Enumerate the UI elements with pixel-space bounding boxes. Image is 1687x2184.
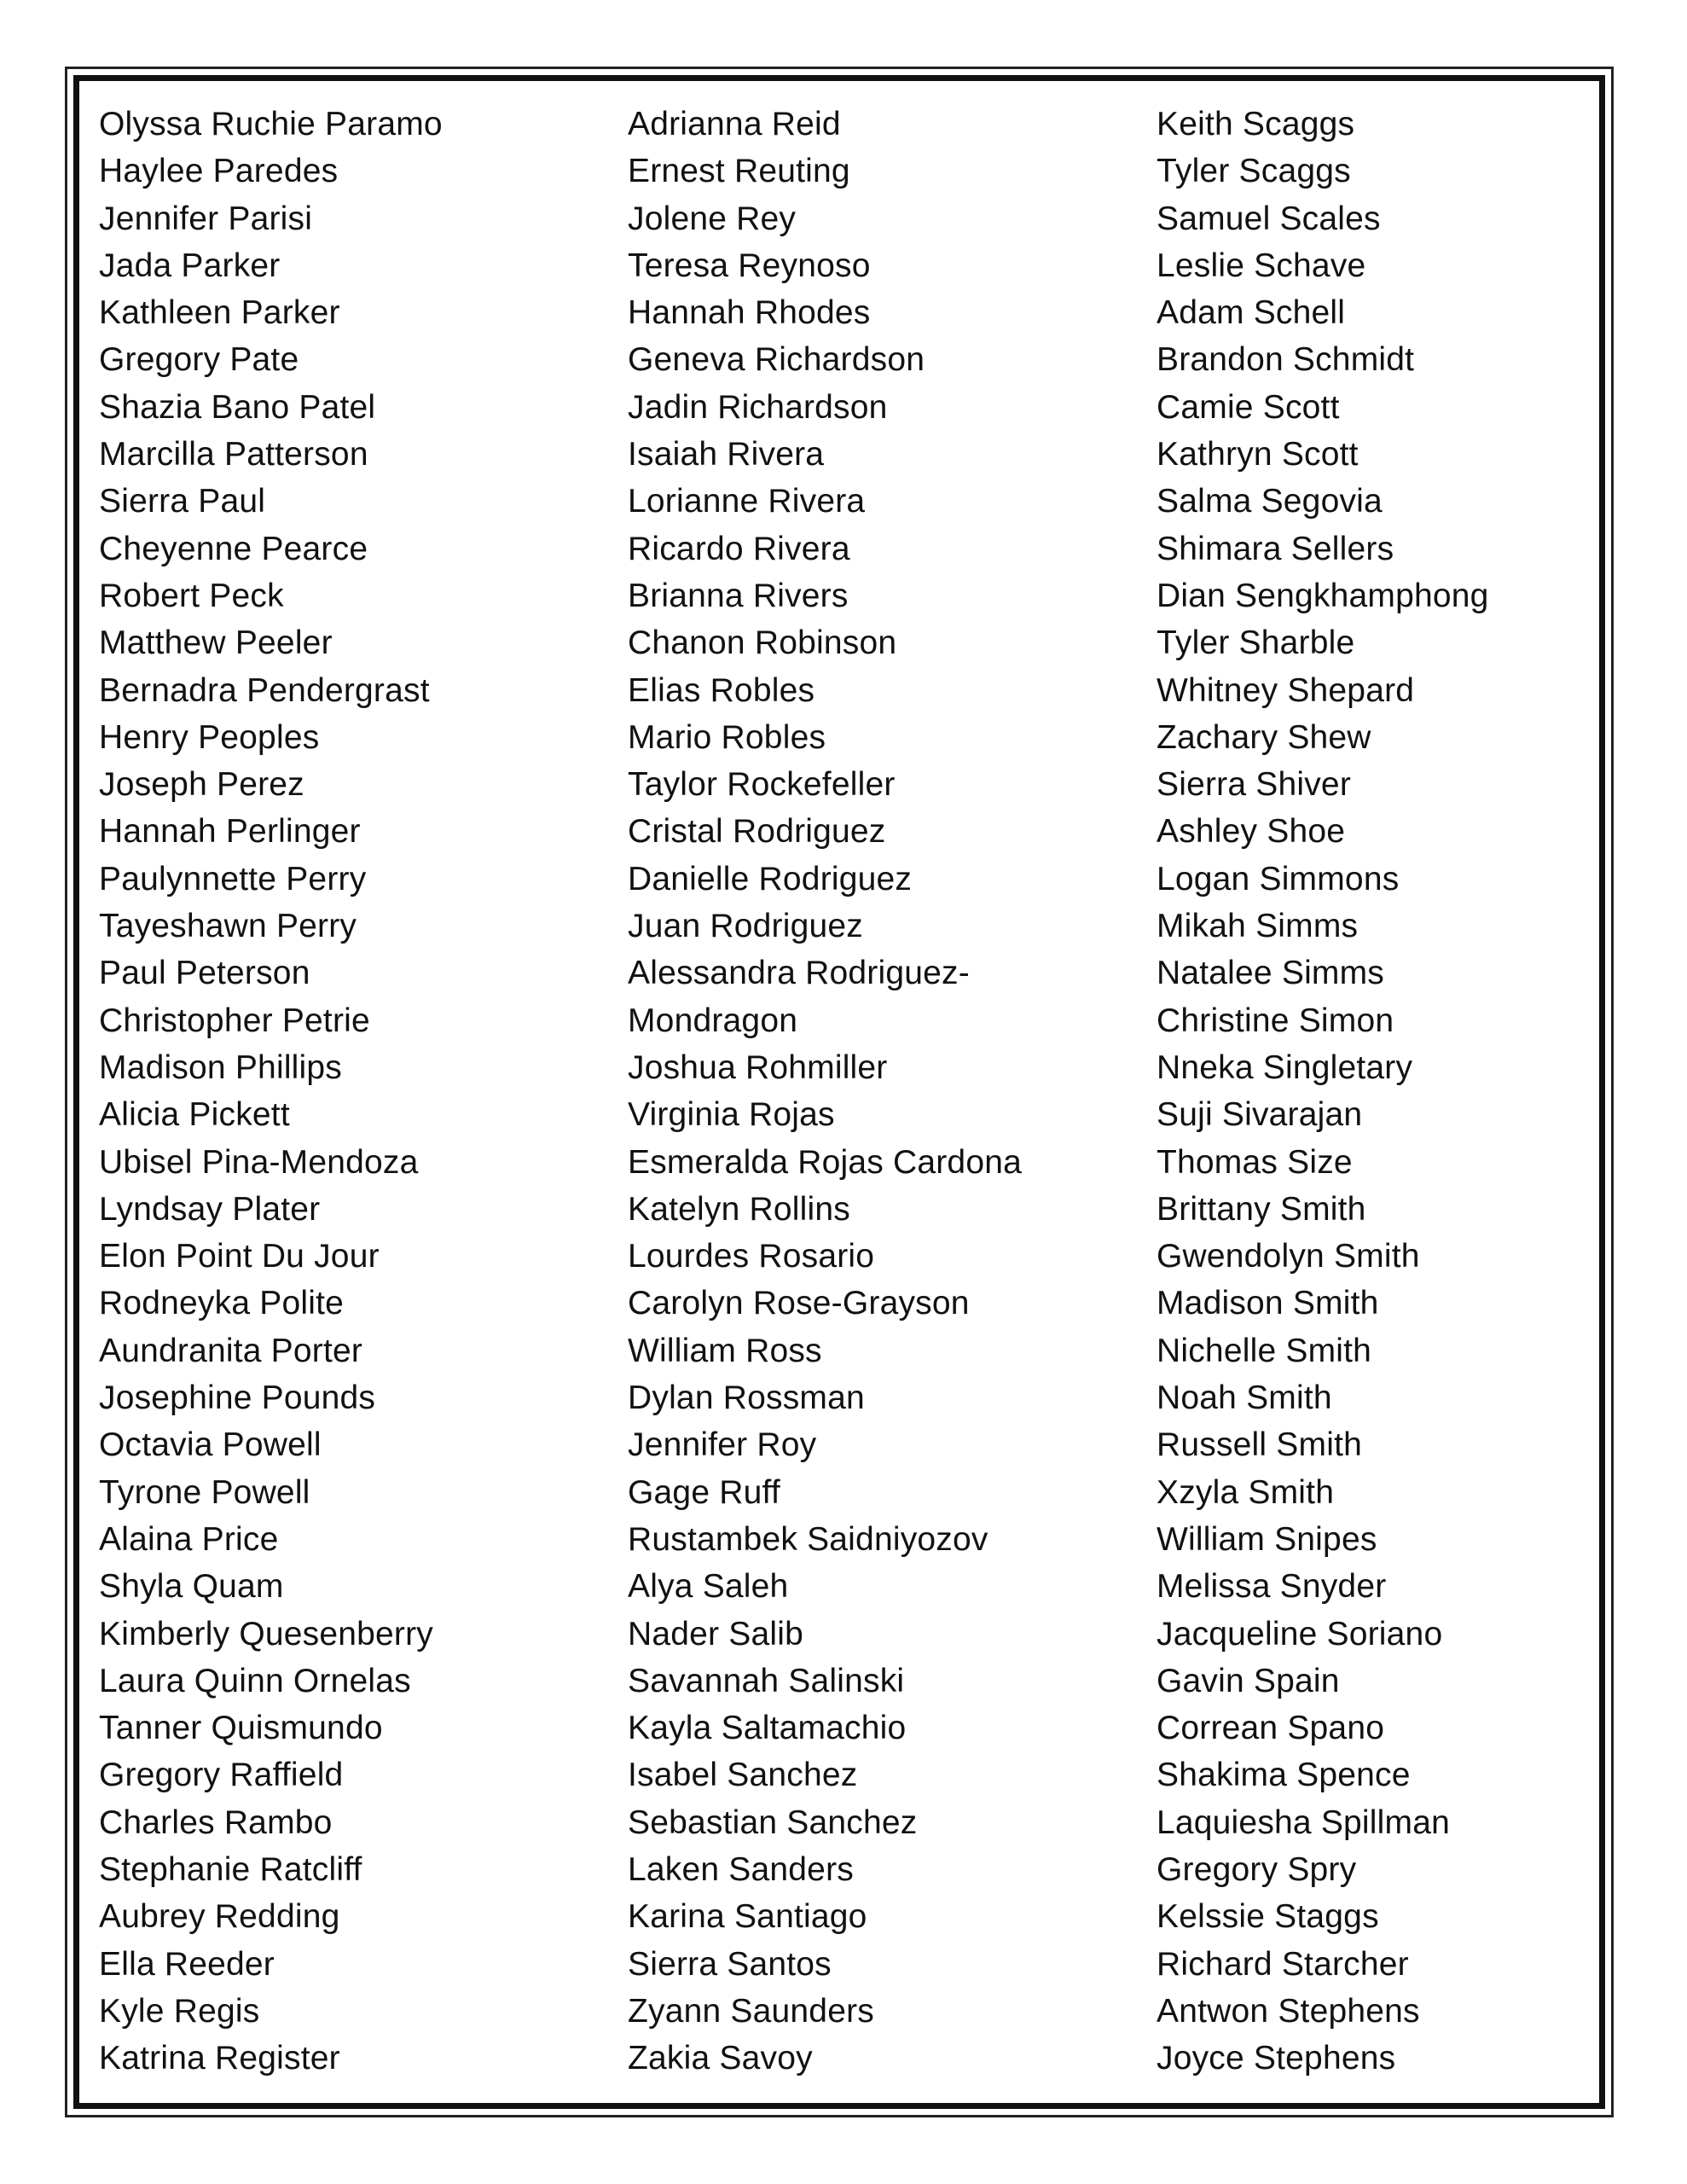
- name-entry: Jennifer Roy: [628, 1426, 817, 1464]
- name-entry: Marcilla Patterson: [99, 436, 368, 473]
- name-entry: Adam Schell: [1157, 294, 1346, 332]
- name-entry: Dian Sengkhamphong: [1157, 577, 1489, 614]
- name-entry: Geneva Richardson: [628, 341, 925, 379]
- name-entry: Joyce Stephens: [1157, 2040, 1396, 2077]
- name-entry: Danielle Rodriguez: [628, 860, 913, 897]
- name-entry: Charles Rambo: [99, 1804, 333, 1841]
- name-entry: Rodneyka Polite: [99, 1285, 345, 1322]
- name-entry: Correan Spano: [1157, 1710, 1385, 1747]
- name-entry: Suji Sivarajan: [1157, 1096, 1363, 1134]
- name-entry: Logan Simmons: [1157, 860, 1400, 897]
- name-entry: Adrianna Reid: [628, 106, 841, 142]
- name-entry: Ella Reeder: [99, 1945, 275, 1983]
- name-entry: Madison Smith: [1157, 1285, 1379, 1322]
- name-entry: Laquiesha Spillman: [1157, 1804, 1450, 1841]
- name-entry: Nader Salib: [628, 1615, 803, 1653]
- name-entry: Leslie Schave: [1157, 247, 1366, 284]
- name-entry: Henry Peoples: [99, 718, 320, 756]
- name-entry: Shazia Bano Patel: [99, 388, 376, 426]
- name-entry: Josephine Pounds: [99, 1380, 376, 1417]
- name-entry: Teresa Reynoso: [628, 247, 871, 284]
- name-entry: Mario Robles: [628, 718, 826, 756]
- name-entry: Christine Simon: [1157, 1002, 1394, 1039]
- name-entry: Sierra Shiver: [1157, 766, 1352, 804]
- name-entry: Cristal Rodriguez: [628, 813, 886, 851]
- name-entry: Matthew Peeler: [99, 624, 333, 662]
- name-entry: Kimberly Quesenberry: [99, 1615, 433, 1653]
- name-entry: Stephanie Ratcliff: [99, 1850, 362, 1888]
- name-entry: Tanner Quismundo: [99, 1710, 383, 1747]
- name-entry: Lourdes Rosario: [628, 1238, 875, 1275]
- name-entry: Elias Robles: [628, 671, 815, 709]
- name-entry: Octavia Powell: [99, 1426, 322, 1464]
- name-entry: Zyann Saunders: [628, 1992, 874, 2030]
- name-entry: Savannah Salinski: [628, 1662, 905, 1699]
- name-entry: Robert Peck: [99, 577, 284, 614]
- name-entry: Shimara Sellers: [1157, 530, 1394, 567]
- name-entry: Brianna Rivers: [628, 577, 849, 614]
- name-entry: Christopher Petrie: [99, 1002, 370, 1039]
- name-entry: Nneka Singletary: [1157, 1048, 1413, 1086]
- name-entry: Virginia Rojas: [628, 1096, 835, 1134]
- name-entry: Zachary Shew: [1157, 718, 1371, 756]
- name-entry: Shyla Quam: [99, 1568, 284, 1606]
- name-entry: Alessandra Rodriguez-: [628, 955, 970, 992]
- name-entry: Alya Saleh: [628, 1568, 789, 1606]
- name-entry: Camie Scott: [1157, 388, 1340, 426]
- name-entry: William Ross: [628, 1332, 822, 1369]
- name-entry: Keith Scaggs: [1157, 106, 1355, 142]
- name-entry: Jada Parker: [99, 247, 281, 284]
- name-entry: Jennifer Parisi: [99, 200, 313, 237]
- name-entry: Paulynnette Perry: [99, 860, 367, 897]
- name-entry: Ernest Reuting: [628, 153, 850, 190]
- name-entry: Katrina Register: [99, 2040, 340, 2077]
- name-entry: Ashley Shoe: [1157, 813, 1346, 851]
- name-entry: Thomas Size: [1157, 1143, 1353, 1181]
- name-entry: Brandon Schmidt: [1157, 341, 1415, 379]
- name-entry: Gwendolyn Smith: [1157, 1238, 1420, 1275]
- name-entry: Alicia Pickett: [99, 1096, 290, 1134]
- name-entry: Tyler Sharble: [1157, 624, 1355, 662]
- name-entry: Isaiah Rivera: [628, 436, 825, 473]
- name-entry: Dylan Rossman: [628, 1380, 865, 1417]
- name-entry: Madison Phillips: [99, 1048, 342, 1086]
- name-entry: Bernadra Pendergrast: [99, 671, 430, 709]
- name-entry: Jadin Richardson: [628, 388, 888, 426]
- name-entry: Noah Smith: [1157, 1380, 1332, 1417]
- name-entry: Ubisel Pina-Mendoza: [99, 1143, 419, 1181]
- name-entry: Mondragon: [628, 1002, 798, 1039]
- name-entry: Lorianne Rivera: [628, 483, 866, 520]
- name-entry: Paul Peterson: [99, 955, 310, 992]
- name-entry: Haylee Paredes: [99, 153, 339, 190]
- name-entry: Antwon Stephens: [1157, 1992, 1420, 2030]
- name-entry: Nichelle Smith: [1157, 1332, 1372, 1369]
- name-column-2: [628, 101, 1022, 2082]
- name-entry: Alaina Price: [99, 1520, 279, 1558]
- name-entry: Gregory Pate: [99, 341, 299, 379]
- name-entry: Joseph Perez: [99, 766, 304, 804]
- name-entry: Ricardo Rivera: [628, 530, 850, 567]
- name-column-1: [99, 101, 443, 2082]
- name-entry: Rustambek Saidniyozov: [628, 1520, 988, 1558]
- name-entry: Samuel Scales: [1157, 200, 1381, 237]
- name-entry: Mikah Simms: [1157, 908, 1359, 945]
- name-entry: Salma Segovia: [1157, 483, 1383, 520]
- name-entry: Taylor Rockefeller: [628, 766, 896, 804]
- name-entry: Olyssa Ruchie Paramo: [99, 106, 443, 142]
- name-entry: Sierra Paul: [99, 483, 266, 520]
- name-entry: Shakima Spence: [1157, 1757, 1411, 1794]
- name-entry: Kathryn Scott: [1157, 436, 1359, 473]
- name-entry: Melissa Snyder: [1157, 1568, 1387, 1606]
- name-entry: Hannah Rhodes: [628, 294, 871, 332]
- name-column-3: [1157, 101, 1489, 2082]
- name-entry: Jolene Rey: [628, 200, 797, 237]
- name-entry: Whitney Shepard: [1157, 671, 1415, 709]
- name-entry: Sebastian Sanchez: [628, 1804, 918, 1841]
- name-entry: Aundranita Porter: [99, 1332, 363, 1369]
- name-entry: Laken Sanders: [628, 1850, 854, 1888]
- name-entry: Kyle Regis: [99, 1992, 260, 2030]
- name-entry: William Snipes: [1157, 1520, 1377, 1558]
- name-entry: Richard Starcher: [1157, 1945, 1409, 1983]
- name-entry: Karina Santiago: [628, 1898, 867, 1936]
- name-entry: Laura Quinn Ornelas: [99, 1662, 411, 1699]
- name-entry: Natalee Simms: [1157, 955, 1385, 992]
- name-entry: Zakia Savoy: [628, 2040, 813, 2077]
- name-entry: Xzyla Smith: [1157, 1473, 1335, 1511]
- name-entry: Chanon Robinson: [628, 624, 897, 662]
- name-entry: Brittany Smith: [1157, 1190, 1366, 1228]
- name-entry: Isabel Sanchez: [628, 1757, 858, 1794]
- name-entry: Gage Ruff: [628, 1473, 780, 1511]
- name-entry: Carolyn Rose-Grayson: [628, 1285, 970, 1322]
- name-entry: Kathleen Parker: [99, 294, 340, 332]
- name-entry: Juan Rodriguez: [628, 908, 863, 945]
- name-entry: Gregory Raffield: [99, 1757, 344, 1794]
- name-entry: Lyndsay Plater: [99, 1190, 321, 1228]
- name-entry: Elon Point Du Jour: [99, 1238, 380, 1275]
- name-entry: Esmeralda Rojas Cardona: [628, 1143, 1022, 1181]
- name-entry: Cheyenne Pearce: [99, 530, 368, 567]
- name-entry: Katelyn Rollins: [628, 1190, 850, 1228]
- name-entry: Gavin Spain: [1157, 1662, 1340, 1699]
- name-entry: Sierra Santos: [628, 1945, 832, 1983]
- name-entry: Kayla Saltamachio: [628, 1710, 907, 1747]
- name-entry: Gregory Spry: [1157, 1850, 1357, 1888]
- name-entry: Tayeshawn Perry: [99, 908, 357, 945]
- name-entry: Russell Smith: [1157, 1426, 1362, 1464]
- name-entry: Tyrone Powell: [99, 1473, 310, 1511]
- name-entry: Jacqueline Soriano: [1157, 1615, 1443, 1653]
- name-entry: Aubrey Redding: [99, 1898, 340, 1936]
- name-entry: Joshua Rohmiller: [628, 1048, 888, 1086]
- name-entry: Kelssie Staggs: [1157, 1898, 1379, 1936]
- name-entry: Tyler Scaggs: [1157, 153, 1351, 190]
- name-entry: Hannah Perlinger: [99, 813, 361, 851]
